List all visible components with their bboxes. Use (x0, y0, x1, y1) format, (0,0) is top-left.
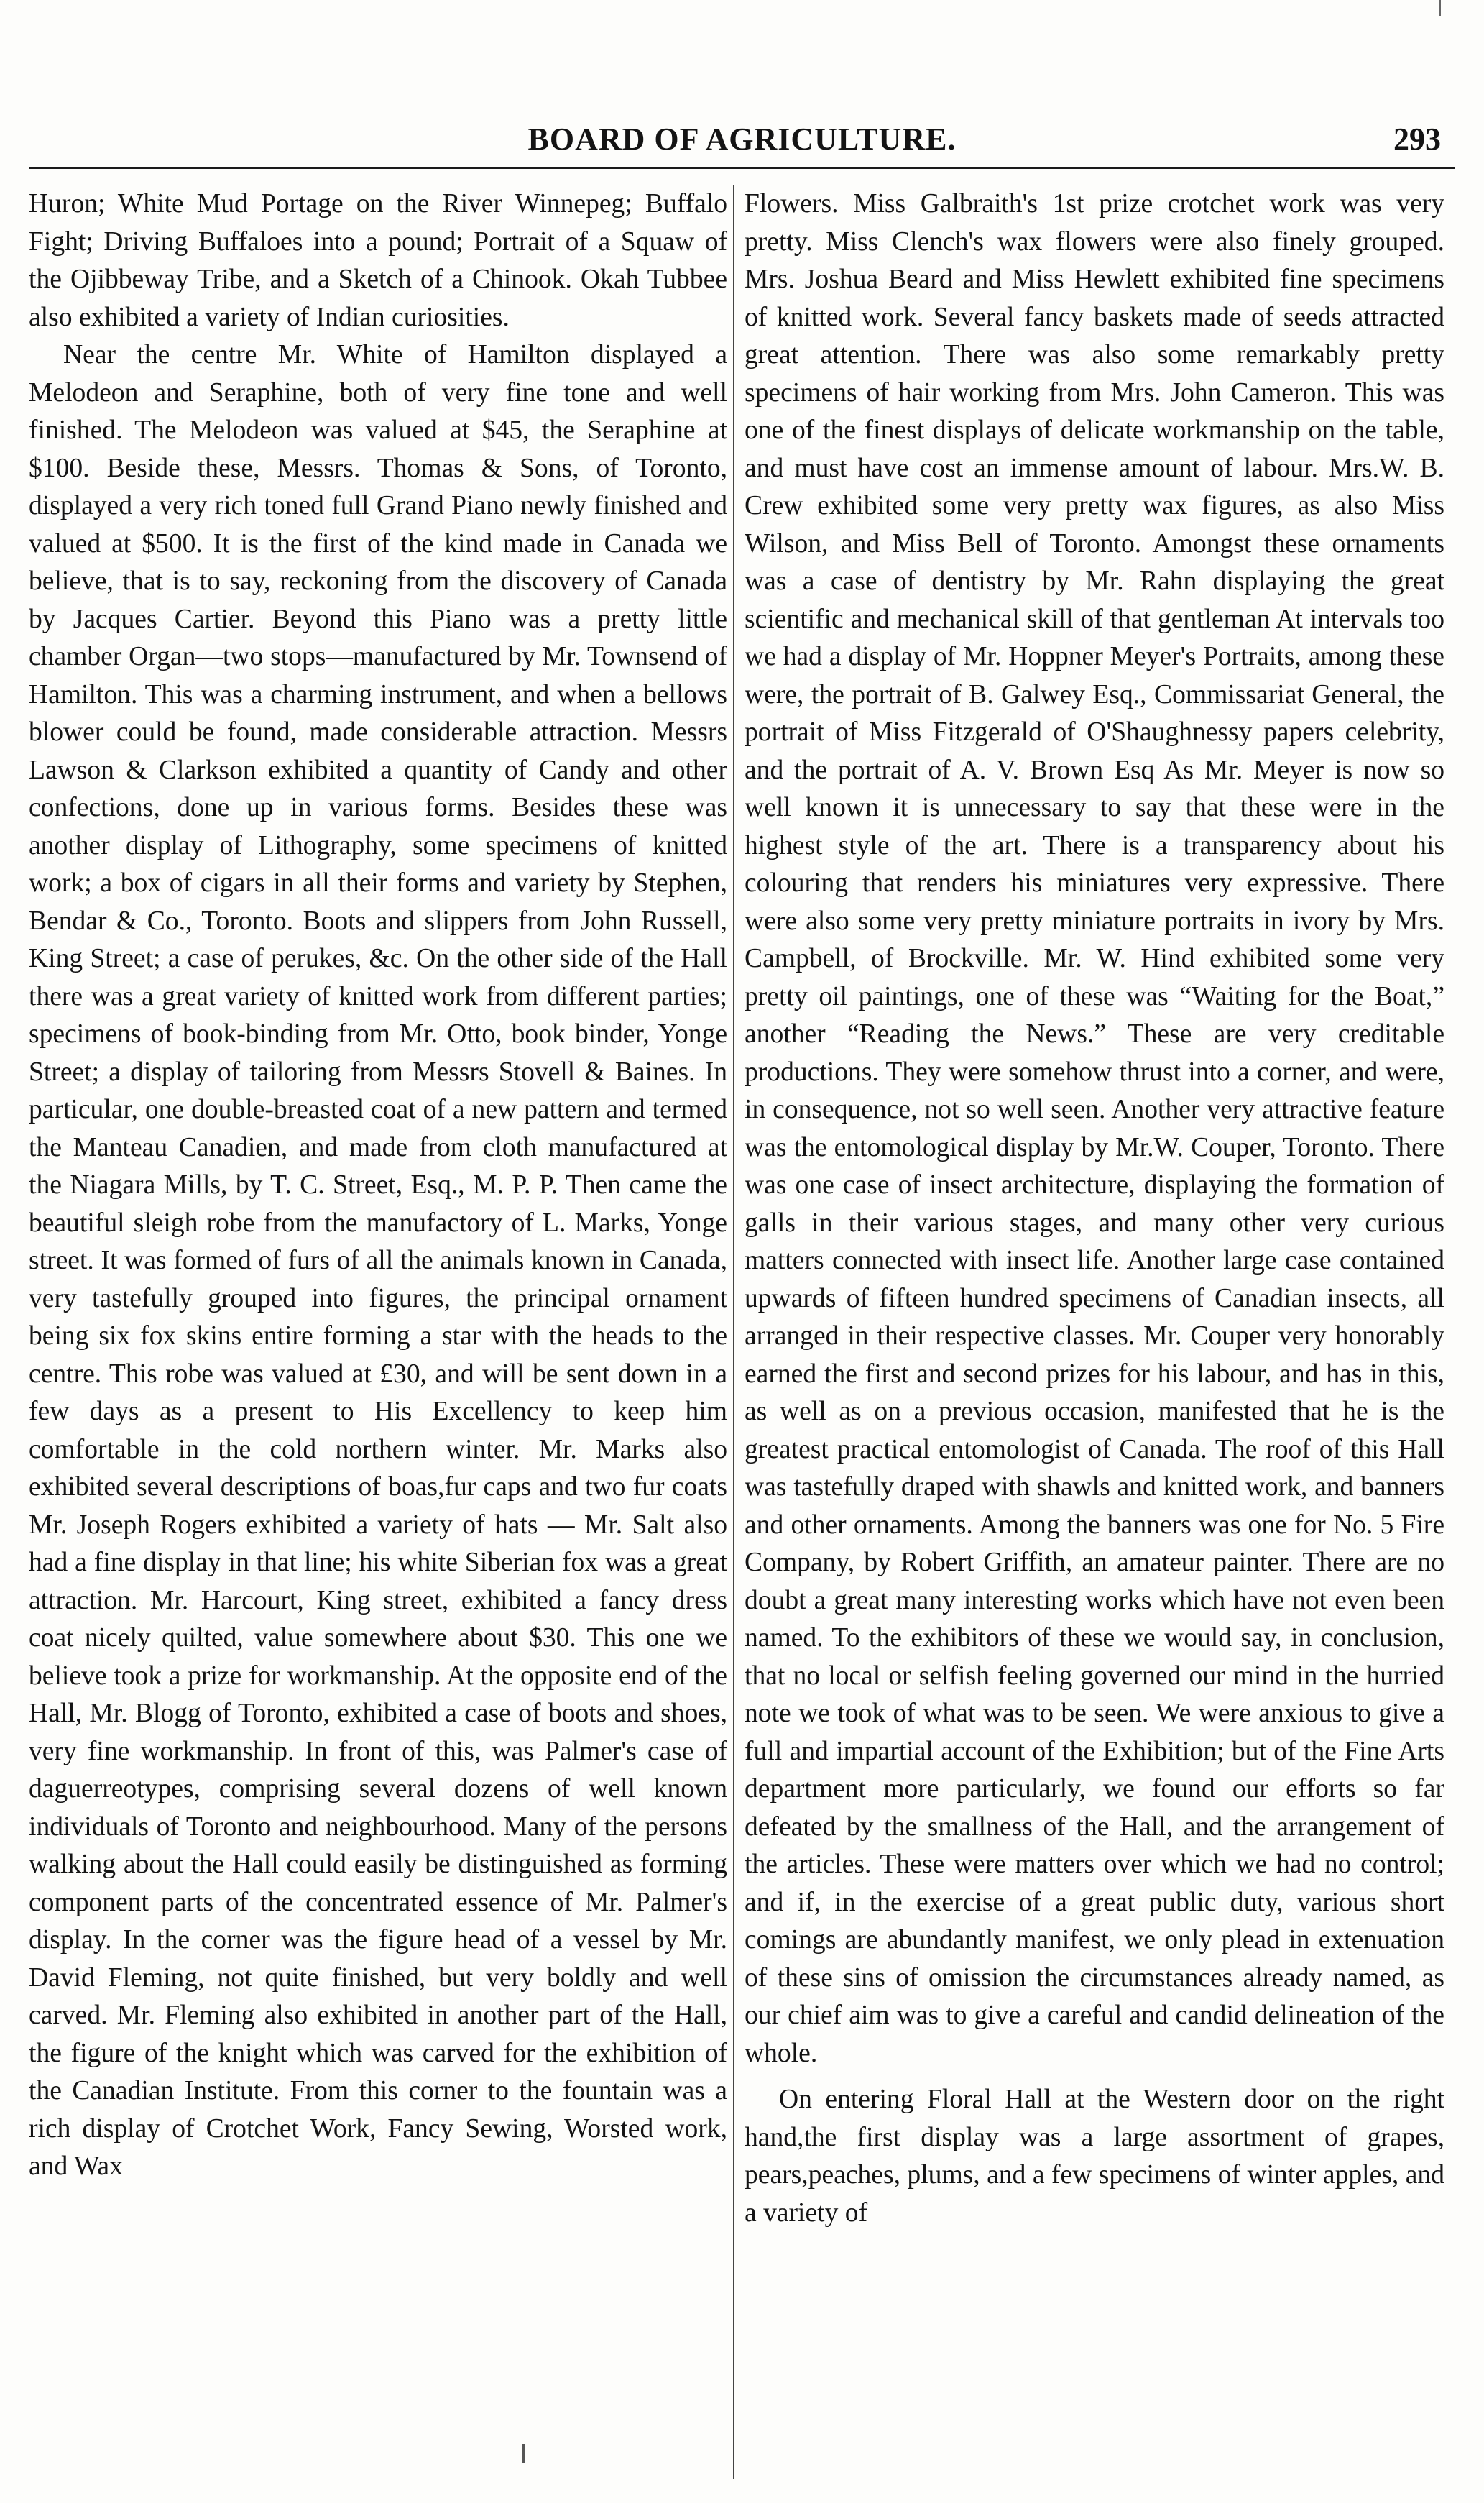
paragraph: Flowers. Miss Galbraith's 1st prize crotchet work was very pretty. Miss Clench's wax flowers were also finely grouped. Mrs. Joshua Beard and Miss Hewlett exhibited fine specimens of knitted work. Several fancy baskets made of seeds attracted great attention. There was also some remarkably pretty specimens of hair working from Mrs. John Cameron. This was one of the finest displays of delicate workmanship on the table, and must have cost an immense amount of labour. Mrs.W. B. Crew exhibited some very pretty wax figures, as also Miss Wilson, and Miss Bell of Toronto. Amongst these ornaments was a case of dentistry by Mr. Rahn displaying the great scientific and mechanical skill of that gentleman At intervals too we had a display of Mr. Hoppner Meyer's Portraits, among these were, the portrait of B. Galwey Esq., Commissariat General, the portrait of Miss Fitzgerald of O'Shaughnessy papers celebrity, and the portrait of A. V. Brown Esq As Mr. Meyer is now so well known it is unnecessary to say that these were in the highest style of the art. There is a transparency about his colouring that renders his miniatures very expressive. There were also some very pretty miniature portraits in ivory by Mrs. Campbell, of Brockville. Mr. W. Hind exhibited some very pretty oil paintings, one of these was “Waiting for the Boat,” another “Reading the News.” These are very creditable productions. They were somehow thrust into a corner, and were, in consequence, not so well seen. Another very attractive feature was the entomological display by Mr.W. Couper, Toronto. There was one case of insect architecture, displaying the formation of galls in their various stages, and many other very curious matters connected with insect life. Another large case contained upwards of fifteen hundred specimens of Canadian insects, all arranged in their respective classes. Mr. Couper very honorably earned the first and second prizes for his labour, and has in this, as well as on a previous occasion, manifested that he is the greatest practical entomologist of Canada. The roof of this Hall was tastefully draped with shawls and knitted work, and banners and other ornaments. Among the banners was one for No. 5 Fire Company, by Robert Griffith, an amateur painter. There are no doubt a great many interesting works which have not even been named. To the exhibitors of these we would say, in conclusion, that no local or selfish feeling governed our mind in the hurried note we took of what was to be seen. We were anxious to give a full and impartial account of the Exhibition; but of the Fine Arts department more particularly, we found our efforts so far defeated by the smallness of the Hall, and the arrangement of the articles. These were matters over which we had no control; and if, in the exercise of a great public duty, various short comings are abundantly manifest, we only plead in extenuation of these sins of omission the circumstances already named, as our chief aim was to give a careful and candid delineation of the whole. (745, 189, 1444, 2068)
paragraph: On entering Floral Hall at the Western door on the right hand,the first display was a large assortment of grapes, pears,peaches, plums, and a few specimens of winter apples, and a variety of (745, 2085, 1444, 2228)
header-rule (29, 167, 1455, 169)
page-number: 293 (1393, 121, 1441, 157)
running-title: BOARD OF AGRICULTURE. (527, 121, 957, 157)
print-mark (522, 2444, 525, 2463)
left-column (29, 185, 727, 2486)
scan-mark (1439, 0, 1441, 16)
right-column (745, 185, 1444, 2486)
page-header (29, 121, 1455, 171)
paragraph: Near the centre Mr. White of Hamilton displayed a Melodeon and Seraphine, both of very fine tone and well finished. The Melodeon was valued at $45, the Seraphine at $100. Beside these, Messrs. Thomas & Sons, of Toronto, displayed a very rich toned full Grand Piano newly finished and valued at $500. It is the first of the kind made in Canada we believe, that is to say, reckoning from the discovery of Canada by Jacques Cartier. Beyond this Piano was a pretty little chamber Organ—two stops—manufactured by Mr. Townsend of Hamilton. This was a charming instrument, and when a bellows blower could be found, made considerable attraction. Messrs Lawson & Clarkson exhibited a quantity of Candy and other confections, done up in various forms. Besides these was another display of Lithography, some specimens of knitted work; a box of cigars in all their forms and variety by Stephen, Bendar & Co., Toronto. Boots and slippers from John Russell, King Street; a case of perukes, &c. On the other side of the Hall there was a great variety of knitted work from different parties; specimens of book-binding from Mr. Otto, book binder, Yonge Street; a display of tailoring from Messrs Stovell & Baines. In particular, one double-breasted coat of a new pattern and termed the Manteau Canadien, and made from cloth manufactured at the Niagara Mills, by T. C. Street, Esq., M. P. P. Then came the beautiful sleigh robe from the manufactory of L. Marks, Yonge street. It was formed of furs of all the animals known in Canada, very tastefully grouped into figures, the principal ornament being six fox skins entire forming a star with the heads to the centre. This robe was valued at £30, and will be sent down in a few days as a present to His Excellency to keep him comfortable in the cold northern winter. Mr. Marks also exhibited several descriptions of boas,fur caps and two fur coats Mr. Joseph Rogers exhibited a variety of hats — Mr. Salt also had a fine display in that line; his white Siberian fox was a great attraction. Mr. Harcourt, King street, exhibited a fancy dress coat nicely quilted, value somewhere about $30. This one we believe took a prize for workmanship. At the opposite end of the Hall, Mr. Blogg of Toronto, exhibited a case of boots and shoes, very fine workmanship. In front of this, was Palmer's case of daguerreotypes, comprising several dozens of well known individuals of Toronto and neighbourhood. Many of the persons walking about the Hall could easily be distinguished as forming component parts of the concentrated essence of Mr. Palmer's display. In the corner was the figure head of a vessel by Mr. David Fleming, not quite finished, but very boldly and well carved. Mr. Fleming also exhibited in another part of the Hall, the figure of the knight which was carved for the exhibition of the Canadian Institute. From this corner to the fountain was a rich display of Crotchet Work, Fancy Sewing, Worsted work, and Wax (29, 340, 727, 2181)
paragraph: Huron; White Mud Portage on the River Winnepeg; Buffalo Fight; Driving Buffaloes into a pound; Portrait of a Squaw of the Ojibbeway Tribe, and a Sketch of a Chinook. Okah Tubbee also exhibited a variety of Indian curiosities. (29, 189, 727, 332)
column-divider (733, 185, 734, 2479)
